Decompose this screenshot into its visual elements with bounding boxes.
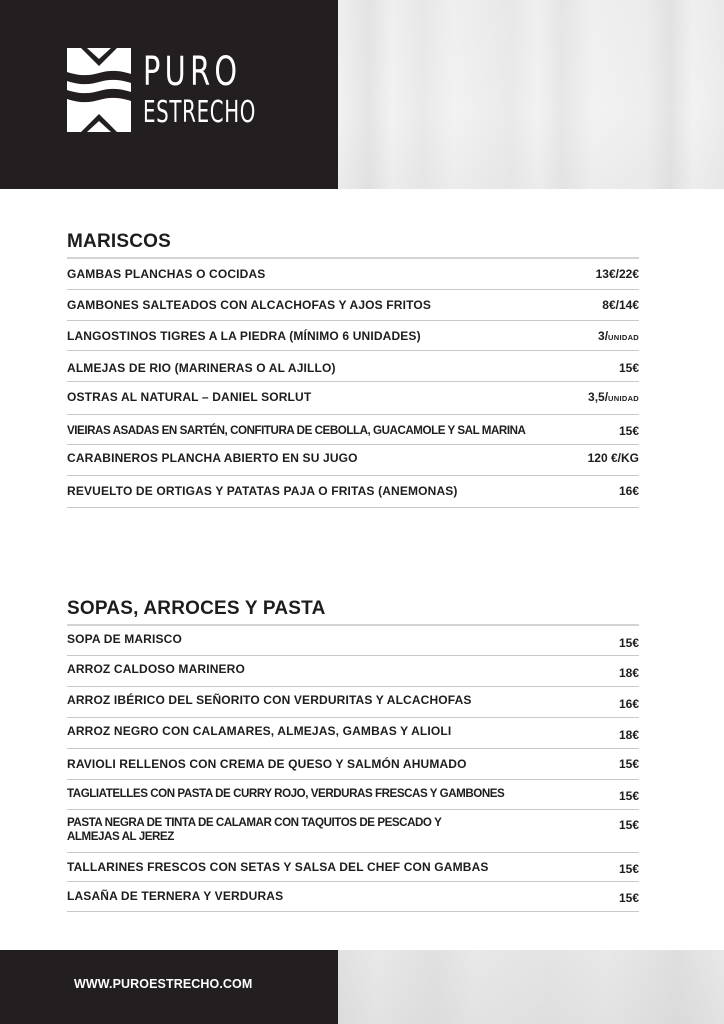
dish-price [598, 329, 639, 345]
header [0, 0, 724, 189]
section-mariscos [67, 229, 639, 508]
dish-name-line2: ALMEJAS AL JEREZ [67, 830, 174, 843]
dish-price: 18€ [618, 666, 639, 680]
menu-item [67, 718, 639, 749]
dish-price: 15€ [618, 361, 639, 375]
dish-name: REVUELTO DE ORTIGAS Y PATATAS PAJA O FRITAS (ANEMONAS) [67, 484, 458, 498]
dish-price: 8€/14€ [602, 298, 639, 312]
dish-price: 18€ [618, 728, 639, 742]
dish-name: ALMEJAS DE RIO (MARINERAS O AL AJILLO) [67, 361, 336, 375]
dish-name: LANGOSTINOS TIGRES A LA PIEDRA (MÍNIMO 6 UNIDADES) [67, 329, 421, 343]
footer [0, 950, 724, 1024]
dish-name: LASAÑA DE TERNERA Y VERDURAS [67, 889, 284, 903]
marble-texture-banner [338, 0, 724, 189]
price-value: 3/ [598, 329, 609, 343]
menu-item [67, 626, 639, 656]
menu-item [67, 259, 639, 290]
dish-name: OSTRAS AL NATURAL – DANIEL SORLUT [67, 390, 312, 404]
dish-price: 15€ [618, 757, 639, 771]
footer-dark-block [0, 950, 338, 1024]
dish-price: 15€ [618, 818, 639, 832]
menu-item [67, 882, 639, 912]
website-link[interactable]: WWW.PUROESTRECHO.COM [74, 977, 253, 991]
section-sopas-arroces-pasta [67, 596, 639, 912]
dish-name: ARROZ CALDOSO MARINERO [67, 662, 245, 676]
price-unit: UNIDAD [608, 394, 639, 403]
dish-price: 16€ [618, 697, 639, 711]
dish-name-line1: PASTA NEGRA DE TINTA DE CALAMAR CON TAQUITOS DE PESCADO Y [67, 816, 442, 829]
dish-price: 15€ [618, 636, 639, 650]
section-title: MARISCOS [67, 231, 171, 252]
dish-price [588, 390, 639, 406]
dish-price: 120 €/KG [587, 451, 639, 465]
menu-item [67, 810, 639, 853]
menu-item [67, 780, 639, 810]
menu-item [67, 476, 639, 508]
dish-name [67, 816, 441, 844]
menu-item [67, 656, 639, 687]
menu-item [67, 415, 639, 445]
dish-name: SOPA DE MARISCO [67, 632, 182, 646]
dish-price: 15€ [618, 891, 639, 905]
dish-name: TAGLIATELLES CON PASTA DE CURRY ROJO, VERDURAS FRESCAS Y GAMBONES [67, 787, 505, 800]
logo [67, 48, 314, 132]
dish-price: 15€ [618, 862, 639, 876]
menu-item [67, 853, 639, 882]
dish-name: TALLARINES FRESCOS CON SETAS Y SALSA DEL CHEF CON GAMBAS [67, 860, 489, 874]
dish-name: GAMBAS PLANCHAS O COCIDAS [67, 267, 266, 281]
menu-item [67, 687, 639, 718]
marble-texture-footer [338, 950, 724, 1024]
price-unit: UNIDAD [608, 333, 639, 342]
dish-name: GAMBONES SALTEADOS CON ALCACHOFAS Y AJOS FRITOS [67, 298, 431, 312]
brand-name-line2: ESTRECHO [143, 95, 257, 130]
dish-name: VIEIRAS ASADAS EN SARTÉN, CONFITURA DE CEBOLLA, GUACAMOLE Y SAL MARINA [67, 424, 526, 437]
menu-item [67, 290, 639, 321]
dish-name: ARROZ NEGRO CON CALAMARES, ALMEJAS, GAMBAS Y ALIOLI [67, 724, 452, 738]
menu-item [67, 351, 639, 382]
dish-name: RAVIOLI RELLENOS CON CREMA DE QUESO Y SALMÓN AHUMADO [67, 757, 467, 771]
menu-item [67, 382, 639, 415]
dish-price: 13€/22€ [595, 267, 639, 281]
brand-block [0, 0, 338, 189]
dish-price: 15€ [618, 789, 639, 803]
dish-price: 15€ [618, 424, 639, 438]
dish-name: CARABINEROS PLANCHA ABIERTO EN SU JUGO [67, 451, 358, 465]
brand-name [143, 49, 314, 130]
strait-waves-logo-icon [67, 48, 131, 132]
menu-item [67, 749, 639, 780]
dish-name: ARROZ IBÉRICO DEL SEÑORITO CON VERDURITAS Y ALCACHOFAS [67, 693, 472, 707]
price-value: 3,5/ [588, 390, 609, 404]
dish-price: 16€ [618, 484, 639, 498]
menu-item [67, 321, 639, 351]
menu-item [67, 445, 639, 476]
brand-name-line1: PURO [143, 49, 242, 95]
section-title: SOPAS, ARROCES Y PASTA [67, 598, 326, 619]
